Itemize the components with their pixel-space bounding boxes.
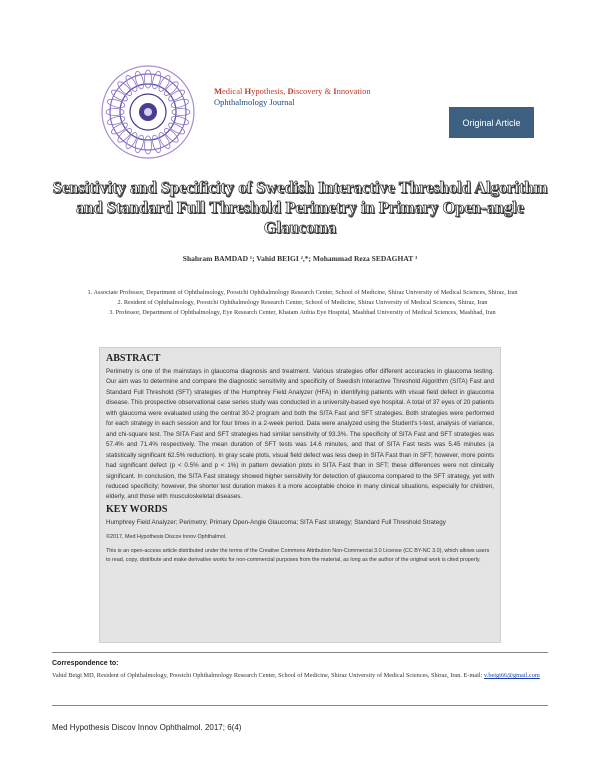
affiliation-2: 2. Resident of Ophthalmology, Poostchi Ophthalmology Research Center, School of Medicine, Shiraz University of Medical Sciences, Shiraz, Iran [117, 299, 488, 306]
footer-citation: Med Hypothesis Discov Innov Ophthalmol. 2017; 6(4) [52, 723, 242, 732]
article-title: Sensitivity and Specificity of Swedish Interactive Threshold Algorithm and Standard Full Threshold Perimetry in Primary Open-angle Glaucoma [52, 178, 548, 237]
affiliation-3: 3. Professor, Department of Ophthalmology, Eye Research Center, Khatam Anbia Eye Hospital, Mashhad University of Medical Sciences, Mashhad, Iran [109, 309, 496, 316]
journal-title-line2: Ophthalmology Journal [214, 97, 295, 107]
article-type-badge: Original Article [449, 107, 534, 138]
keywords-text: Humphrey Field Analyzer; Perimetry; Primary Open-Angle Glaucoma; SITA Fast strategy; Standard Full Threshold Strategy [106, 518, 446, 526]
correspondence [52, 660, 552, 681]
logo-petal [172, 109, 190, 116]
divider [52, 705, 548, 706]
email-link[interactable]: v.beigi66@gmail.com [484, 672, 540, 679]
affiliations [55, 288, 550, 318]
divider [52, 652, 548, 653]
journal-title-line1: Medical Hypothesis, Discovery & Innovation [214, 86, 371, 96]
correspondence-text: Vahid Beigi MD, Resident of Ophthalmology, Poostchi Ophthalmology Research Center, School of Medicine, Shiraz University of Medical Sciences, Shiraz, Iran. E-mail: v.beigi66@gmail.com [52, 672, 540, 679]
logo-petal [106, 109, 124, 116]
abstract-box [99, 347, 501, 643]
copyright-notice: ©2017, Med Hypothesis Discov Innov Ophthalmol. [106, 534, 227, 541]
author-list: Shahram BAMDAD ¹; Vahid BEIGI ²,*; Mohammad Reza SEDAGHAT ³ [182, 254, 418, 263]
correspondence-heading: Correspondence to: [52, 660, 119, 667]
journal-name [214, 86, 371, 108]
logo-petal [145, 70, 152, 88]
affiliation-1: 1. Associate Professor, Department of Ophthalmology, Poostchi Ophthalmology Research Center, School of Medicine, Shiraz University of Medical Sciences, Shiraz, Iran [87, 289, 518, 296]
license-notice: This is an open-access article distributed under the terms of the Creative Commons Attribution Non-Commercial 3.0 License (CC BY-NC 3.0), which allows users to read, copy, distribute and make derivative works for non-commercial purposes from the material, as long as the author of the original work is cited properly. [106, 548, 490, 564]
keywords-heading: KEY WORDS [106, 503, 168, 515]
abstract-heading: ABSTRACT [106, 353, 161, 364]
abstract-text: Perimetry is one of the mainstays in glaucoma diagnosis and treatment. Various strategies offer different accuracies in glaucoma testing. Our aim was to determine and compare the diagnostic sensitivity and specificity of Swedish Interactive Threshold Algorithm (SITA) Fast and Standard Full Threshold (SFT) strategies of the Humphrey Field Analyzer (HFA) in identifying patients with visual field defect in glaucoma disease. This prospective observational case series study was conducted in a university-based eye hospital. A total of 37 eyes of 20 patients with glaucoma were evaluated using the central 30-2 program and both the SITA Fast and SFT strategies. Both strategies were performed for each strategy in each session and for four times in a 2-week period. Data were analyzed using the Student's t-test, analysis of variance, and chi-square test. The SITA Fast and SFT strategies had similar sensitivity of 93.3%. The specificity of SITA Fast and SFT strategies was 57.4% and 71.4% respectively. The mean duration of SFT tests was 14.6 minutes, and that of SITA Fast tests was 5.45 minutes (a statistically significant 62.5% reduction). In gray scale plots, visual field defect was less deep in SITA Fast than in SFT; however, more points had significant defect (p < 0.5% and p < 1%) in pattern deviation plots in SITA Fast than in SFT; these differences were not clinically significant. In conclusion, the SITA Fast strategy showed higher sensitivity for detection of glaucoma compared to the SFT strategy, yet with reduced specificity; however, the shorter test duration makes it a more acceptable choice in many clinical situations, especially for children, elderly, and those with musculoskeletal diseases. [106, 368, 494, 501]
logo-petal [145, 136, 152, 154]
journal-logo [98, 62, 198, 162]
